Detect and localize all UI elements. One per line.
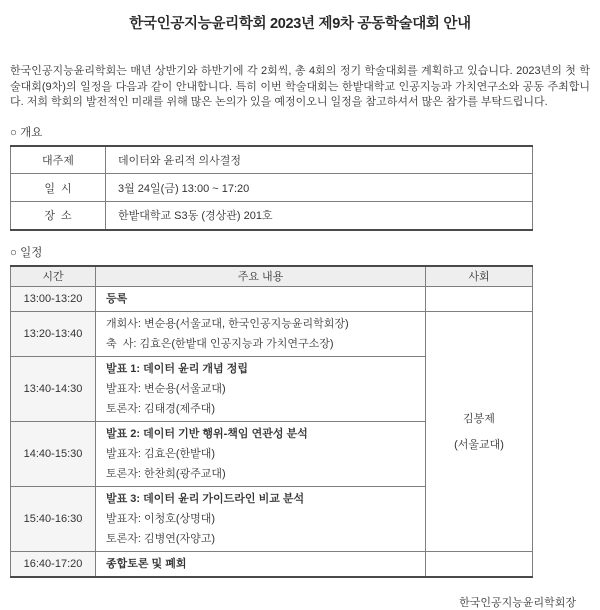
time-cell: 15:40-16:30 — [11, 487, 96, 552]
content-cell — [96, 552, 426, 578]
content-cell — [96, 312, 426, 357]
moderator-cell-empty — [426, 552, 533, 578]
content-line: 토론자: 한찬희(광주교대) — [106, 468, 226, 480]
content-cell — [96, 422, 426, 487]
content-line: 발표자: 변순용(서울교대) — [106, 383, 226, 395]
overview-value-venue: 한밭대학교 S3동 (경상관) 201호 — [106, 202, 533, 230]
schedule-header-row — [11, 266, 533, 287]
time-cell: 13:00-13:20 — [11, 287, 96, 312]
content-line: 발표자: 이청호(상명대) — [106, 513, 216, 525]
schedule-table — [10, 265, 533, 579]
content-line: 토론자: 김태경(제주대) — [106, 403, 216, 415]
moderator-affiliation: (서울교대) — [454, 438, 504, 451]
content-line: 종합토론 및 폐회 — [106, 558, 187, 570]
content-line: 축 사: 김효은(한밭대 인공지능과 가치연구소장) — [106, 338, 334, 350]
time-cell: 13:40-14:30 — [11, 357, 96, 422]
footer-signature: 한국인공지능윤리학회장 — [459, 597, 576, 609]
col-header-moderator: 사회 — [426, 266, 533, 287]
overview-value-topic: 데이터와 윤리적 의사결정 — [106, 146, 533, 174]
time-cell: 16:40-17:20 — [11, 552, 96, 578]
content-cell — [96, 287, 426, 312]
overview-value-datetime: 3월 24일(금) 13:00 ~ 17:20 — [106, 174, 533, 202]
overview-label-topic: 대주제 — [11, 146, 106, 174]
intro-paragraph: 한국인공지능윤리학회는 매년 상반기와 하반기에 각 2회씩, 총 4회의 정기 학술대회를 계획하고 있습니다. 2023년의 첫 학술대회(9차)의 일정을 다음과 같이 안내합니다. 특히 이번 학술대회는 한밭대학교 인공지능과 가치연구소와 공동 주최합니다. 저희 학회의 발전적인 미래를 위해 많은 논의가 있을 예정이오니 일정을 참고하셔서 많은 참가를 부탁드립니다. — [10, 65, 590, 108]
content-line: 개회사: 변순용(서울교대, 한국인공지능윤리학회장) — [106, 318, 349, 330]
time-cell: 13:20-13:40 — [11, 312, 96, 357]
page-title: 한국인공지능윤리학회 2023년 제9차 공동학술대회 안내 — [129, 16, 471, 32]
overview-row — [11, 174, 533, 202]
moderator-cell — [426, 312, 533, 552]
overview-row — [11, 202, 533, 230]
content-cell — [96, 357, 426, 422]
overview-label-datetime: 일 시 — [11, 174, 106, 202]
content-line: 발표 3: 데이터 윤리 가이드라인 비교 분석 — [106, 493, 305, 505]
moderator-name: 김봉제 — [463, 412, 495, 425]
document-page — [0, 12, 600, 610]
schedule-row-opening — [11, 312, 533, 357]
time-cell: 14:40-15:30 — [11, 422, 96, 487]
moderator-cell-empty — [426, 287, 533, 312]
overview-row — [11, 146, 533, 174]
content-cell — [96, 487, 426, 552]
content-line: 등록 — [106, 293, 128, 305]
content-line: 발표 1: 데이터 윤리 개념 정립 — [106, 363, 248, 375]
overview-heading: ○ 개요 — [10, 126, 43, 139]
schedule-heading: ○ 일정 — [10, 246, 43, 259]
col-header-content: 주요 내용 — [96, 266, 426, 287]
overview-table — [10, 145, 533, 231]
content-line: 발표 2: 데이터 기반 행위-책임 연관성 분석 — [106, 428, 308, 440]
content-line: 토론자: 김병연(자양고) — [106, 533, 216, 545]
overview-label-venue: 장 소 — [11, 202, 106, 230]
schedule-row-closing — [11, 552, 533, 578]
content-line: 발표자: 김효은(한밭대) — [106, 448, 216, 460]
col-header-time: 시간 — [11, 266, 96, 287]
schedule-row-registration — [11, 287, 533, 312]
